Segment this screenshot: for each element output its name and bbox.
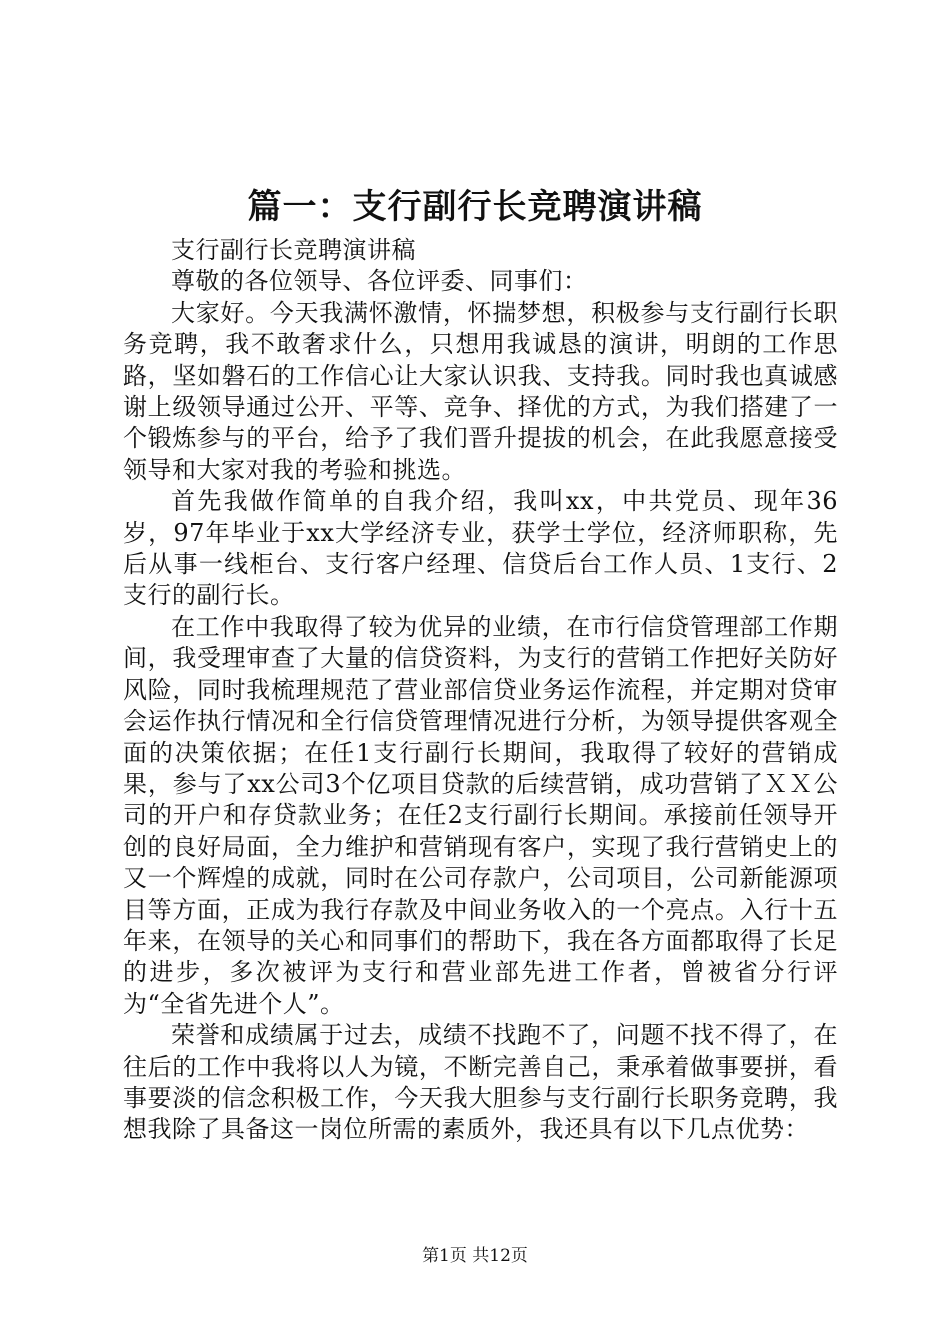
- salutation-paragraph: 尊敬的各位领导、各位评委、同事们：: [171, 267, 588, 296]
- document-body: [123, 235, 838, 1146]
- body-paragraph: 在工作中我取得了较为优异的业绩，在市行信贷管理部工作期间，我受理审查了大量的信贷资料，为支行的营销工作把好关防好风险，同时我梳理规范了营业部信贷业务运作流程，并定期对贷审会运作执行情况和全行信贷管理情况进行分析，为领导提供客观全面的决策依据；在任1支行副行长期间，我取得了较好的营销成果，参与了xx公司3个亿项目贷款的后续营销，成功营销了ＸＸ公司的开户和存贷款业务；在任2支行副行长期间。承接前任领导开创的良好局面，全力维护和营销现有客户，实现了我行营销史上的又一个辉煌的成就，同时在公司存款户，公司项目，公司新能源项目等方面，正成为我行存款及中间业务收入的一个亮点。入行十五年来，在领导的关心和同事们的帮助下，我在各方面都取得了长足的进步，多次被评为支行和营业部先进工作者，曾被省分行评为“全省先进个人”。: [123, 612, 838, 1018]
- body-paragraph: 首先我做作简单的自我介绍，我叫xx，中共党员、现年36岁，97年毕业于xx大学经济专业，获学士学位，经济师职称，先后从事一线柜台、支行客户经理、信贷后台工作人员、1支行、2支行的副行长。: [123, 487, 838, 610]
- body-paragraph: 荣誉和成绩属于过去，成绩不找跑不了，问题不找不得了，在往后的工作中我将以人为镜，不断完善自己，秉承着做事要拼，看事要淡的信念积极工作，今天我大胆参与支行副行长职务竞聘，我想我除了具备这一岗位所需的素质外，我还具有以下几点优势：: [123, 1021, 838, 1144]
- subtitle-paragraph: 支行副行长竞聘演讲稿: [171, 236, 416, 264]
- page-footer: 第1页 共12页: [422, 1246, 528, 1266]
- body-paragraph: 大家好。今天我满怀激情，怀揣梦想，积极参与支行副行长职务竞聘，我不敢奢求什么，只想用我诚恳的演讲，明朗的工作思路，坚如磐石的工作信心让大家认识我、支持我。同时我也真诚感谢上级领导通过公开、平等、竞争、择优的方式，为我们搭建了一个锻炼参与的平台，给予了我们晋升提拔的机会，在此我愿意接受领导和大家对我的考验和挑选。: [123, 298, 838, 484]
- document-title: 篇一：支行副行长竞聘演讲稿: [247, 187, 703, 227]
